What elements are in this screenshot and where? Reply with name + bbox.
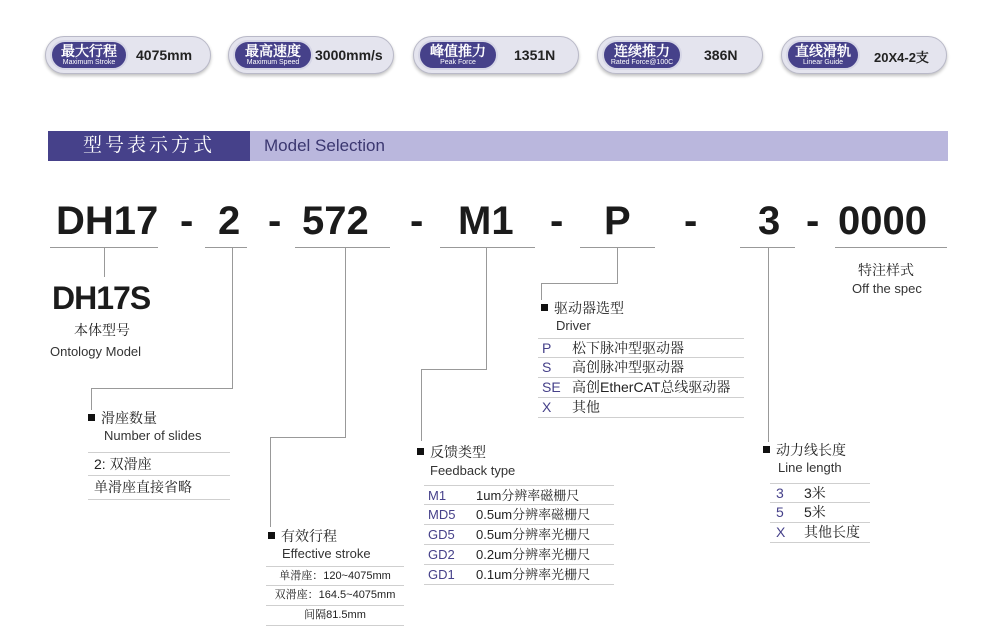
- stroke-row: 单滑座：120~4075mm: [266, 566, 404, 586]
- spec-value: 1351N: [514, 47, 556, 63]
- spec-tag: [602, 40, 682, 70]
- feedback-desc: 0.1um分辨率光栅尺: [476, 567, 591, 582]
- feedback-heading: [417, 442, 486, 462]
- spec-tag: [786, 40, 860, 70]
- feedback-code: GD2: [428, 547, 455, 562]
- special-heading-cn: 特注样式: [858, 262, 914, 278]
- slides-value: 单滑座直接省略: [94, 479, 192, 495]
- line-row: [770, 483, 870, 503]
- feedback-code: MD5: [428, 507, 456, 522]
- stroke-row: 双滑座：164.5~4075mm: [266, 586, 404, 606]
- spec-pill-rated-force: [597, 36, 763, 74]
- feedback-heading-en: Feedback type: [430, 463, 516, 478]
- driver-desc: 高创脉冲型驱动器: [572, 359, 684, 375]
- special-heading-en: Off the spec: [852, 281, 922, 296]
- stroke-row: 间隔81.5mm: [266, 606, 404, 626]
- code-dash: -: [550, 199, 564, 243]
- bullet-icon: [88, 414, 95, 421]
- stroke-heading-en: Effective stroke: [282, 546, 371, 561]
- code-stroke: 572: [302, 199, 369, 243]
- code-dash: -: [684, 199, 698, 243]
- connector: [486, 247, 487, 369]
- feedback-row: [424, 485, 614, 505]
- spec-pill-max-speed: [228, 36, 394, 74]
- driver-code: SE: [542, 379, 561, 395]
- line-row: [770, 523, 870, 543]
- connector: [270, 437, 271, 527]
- code-series: DH17: [56, 199, 159, 243]
- slides-row: [88, 476, 230, 500]
- driver-code: X: [542, 399, 552, 415]
- line-desc: 其他长度: [804, 524, 860, 540]
- line-heading-cn: 动力线长度: [776, 442, 846, 458]
- driver-row: [538, 338, 744, 358]
- spec-tag: [233, 40, 313, 70]
- underline: [440, 247, 535, 248]
- model-label-en: Ontology Model: [50, 344, 142, 359]
- driver-row: [538, 398, 744, 418]
- line-code: 3: [776, 485, 784, 501]
- connector: [541, 283, 618, 284]
- spec-value: 3000mm/s: [315, 47, 383, 63]
- driver-desc: 高创EtherCAT总线驱动器: [572, 379, 731, 395]
- driver-heading-en: Driver: [556, 318, 591, 333]
- feedback-code: M1: [428, 488, 447, 503]
- spec-value: 4075mm: [136, 47, 193, 63]
- feedback-row: [424, 505, 614, 525]
- line-desc: 3米: [804, 485, 826, 501]
- spec-label-en: Maximum Stroke: [62, 59, 116, 66]
- line-code: X: [776, 524, 786, 540]
- spec-pill-linear-guide: [781, 36, 947, 74]
- line-heading-en: Line length: [778, 460, 842, 475]
- connector: [345, 247, 346, 437]
- code-dash: -: [806, 199, 820, 243]
- connector: [104, 247, 105, 277]
- connector: [91, 388, 233, 389]
- feedback-row: [424, 565, 614, 585]
- section-title-cn: 型号表示方式: [48, 131, 250, 161]
- code-dash: -: [180, 199, 194, 243]
- driver-code: S: [542, 359, 552, 375]
- model-name: DH17S: [52, 280, 151, 316]
- connector: [270, 437, 346, 438]
- spec-label-en: Maximum Speed: [246, 59, 300, 66]
- driver-code: P: [542, 340, 552, 356]
- underline: [835, 247, 947, 248]
- spec-label: 最高速度: [245, 43, 301, 59]
- stroke-heading-cn: 有效行程: [281, 528, 337, 544]
- code-slides: 2: [218, 199, 241, 243]
- bullet-icon: [268, 532, 275, 539]
- line-code: 5: [776, 504, 784, 520]
- line-heading: [763, 440, 846, 460]
- model-label-cn: 本体型号: [74, 322, 130, 338]
- driver-row: [538, 378, 744, 398]
- bullet-icon: [417, 448, 424, 455]
- code-dash: -: [268, 199, 282, 243]
- feedback-heading-cn: 反馈类型: [430, 444, 486, 460]
- line-desc: 5米: [804, 504, 826, 520]
- bullet-icon: [763, 446, 770, 453]
- slides-value: 2: 双滑座: [94, 456, 152, 472]
- connector: [421, 369, 487, 370]
- slides-heading: [88, 408, 157, 428]
- feedback-row: [424, 525, 614, 545]
- spec-tag: [50, 40, 128, 70]
- driver-heading: [541, 298, 624, 318]
- spec-label-en: Peak Force: [440, 59, 476, 66]
- connector: [232, 247, 233, 388]
- spec-value: 386N: [704, 47, 738, 63]
- driver-row: [538, 358, 744, 378]
- feedback-desc: 0.5um分辨率光栅尺: [476, 527, 591, 542]
- driver-desc: 松下脉冲型驱动器: [572, 340, 684, 356]
- spec-label-en: Rated Force@100C: [610, 59, 674, 66]
- feedback-code: GD1: [428, 567, 455, 582]
- section-title-en: Model Selection: [250, 131, 948, 161]
- slides-row: [88, 452, 230, 476]
- feedback-desc: 0.2um分辨率光栅尺: [476, 547, 591, 562]
- feedback-row: [424, 545, 614, 565]
- code-dash: -: [410, 199, 424, 243]
- underline: [205, 247, 247, 248]
- slides-heading-en: Number of slides: [104, 428, 202, 443]
- feedback-code: GD5: [428, 527, 455, 542]
- spec-label: 连续推力: [614, 43, 670, 59]
- feedback-desc: 1um分辨率磁栅尺: [476, 488, 580, 503]
- slides-heading-cn: 滑座数量: [101, 410, 157, 426]
- connector: [768, 247, 769, 442]
- spec-label-en: Linear Guide: [802, 59, 844, 66]
- spec-pill-max-stroke: [45, 36, 211, 74]
- stroke-heading: [268, 526, 337, 546]
- connector: [421, 369, 422, 441]
- code-line: 3: [758, 199, 781, 243]
- spec-label: 最大行程: [61, 43, 117, 59]
- feedback-desc: 0.5um分辨率磁栅尺: [476, 507, 591, 522]
- code-driver: P: [604, 199, 631, 243]
- spec-label: 直线滑轨: [795, 43, 851, 59]
- spec-pill-peak-force: [413, 36, 579, 74]
- underline: [295, 247, 390, 248]
- line-row: [770, 503, 870, 523]
- driver-desc: 其他: [572, 399, 600, 415]
- connector: [617, 247, 618, 283]
- spec-tag: [418, 40, 498, 70]
- code-special: 0000: [838, 199, 927, 243]
- spec-label: 峰值推力: [430, 43, 486, 59]
- driver-heading-cn: 驱动器选型: [554, 300, 624, 316]
- bullet-icon: [541, 304, 548, 311]
- code-feedback: M1: [458, 199, 514, 243]
- connector: [91, 388, 92, 410]
- spec-value: 20X4-2支: [874, 50, 929, 65]
